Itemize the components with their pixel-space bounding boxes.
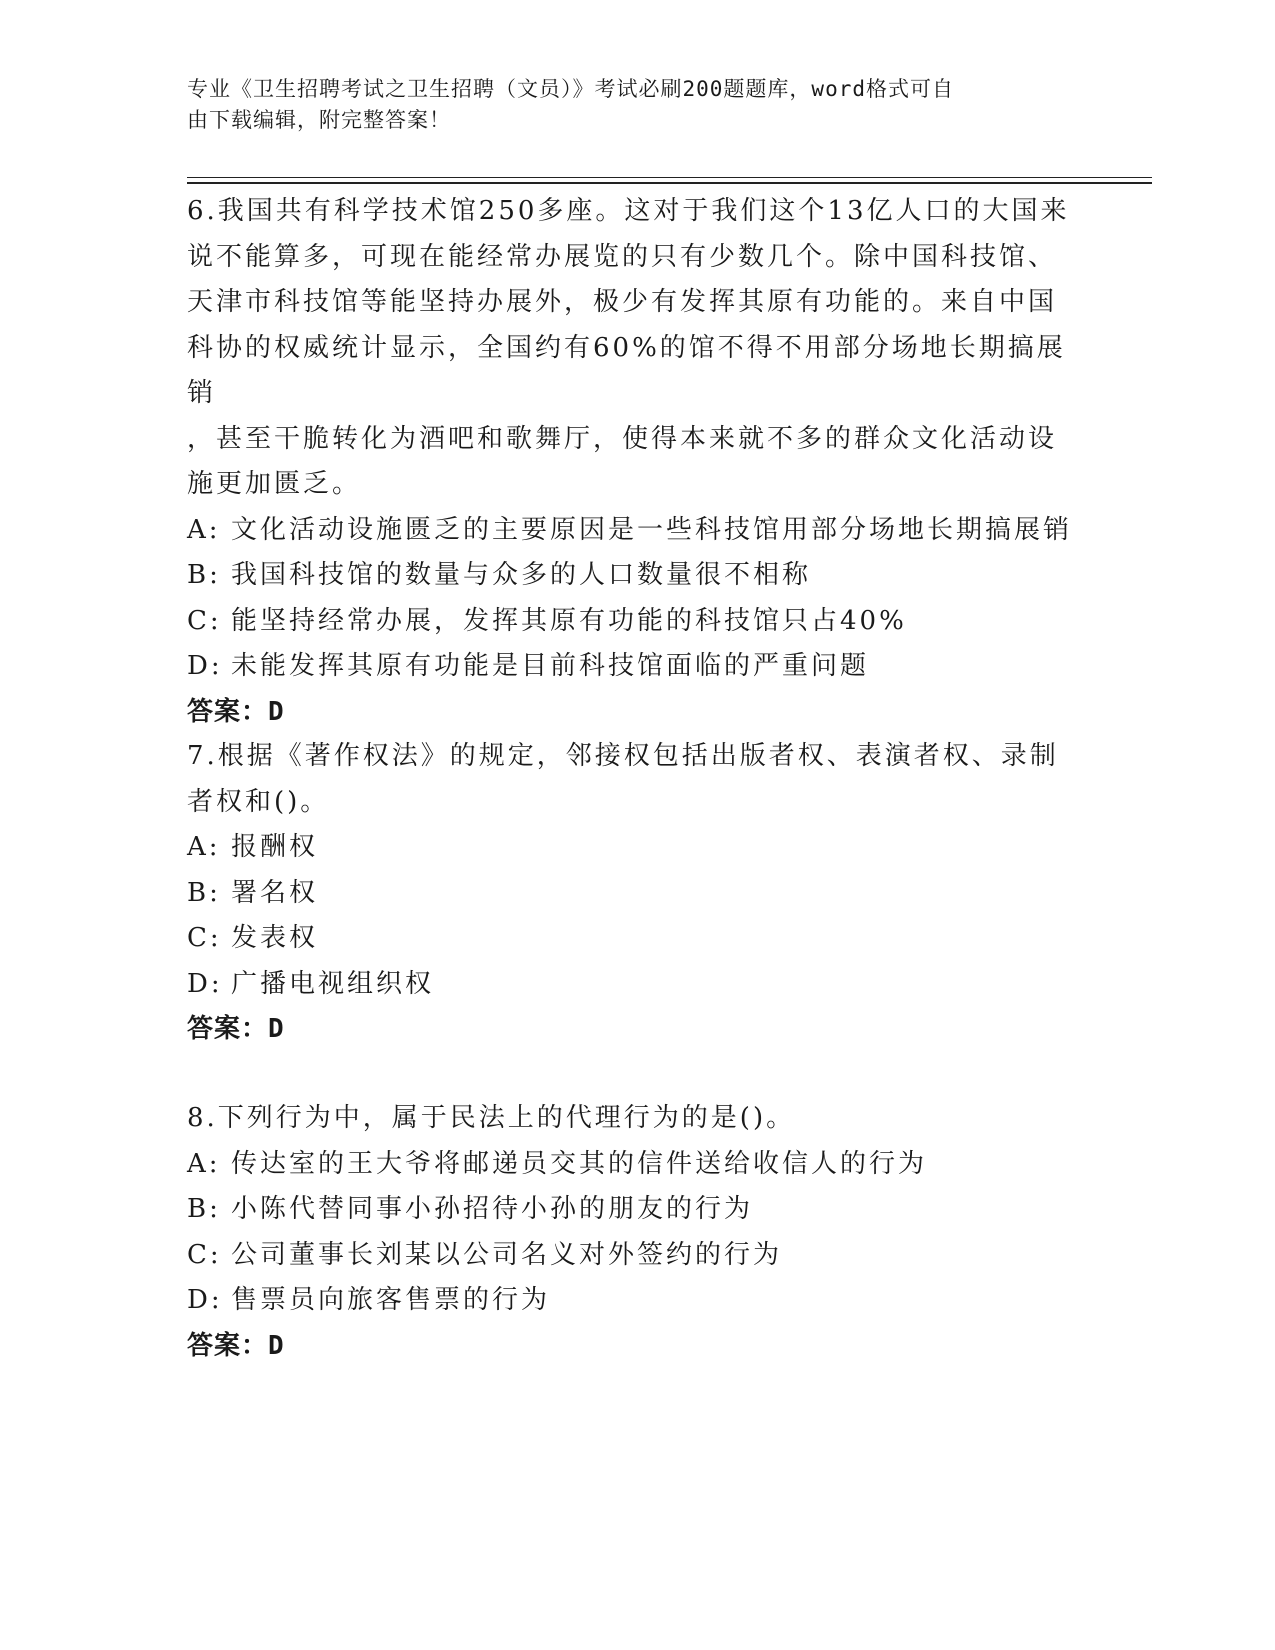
option-key: B: bbox=[187, 560, 221, 590]
option-c bbox=[187, 599, 1087, 645]
stem-line: 7.根据《著作权法》的规定，邻接权包括出版者权、表演者权、录制 bbox=[187, 741, 1059, 771]
option-text: 文化活动设施匮乏的主要原因是一些科技馆用部分场地长期搞展销 bbox=[231, 514, 1073, 545]
document-header bbox=[187, 74, 1067, 136]
header-divider-thick bbox=[187, 182, 1152, 184]
option-key: C: bbox=[187, 1239, 222, 1270]
stem-line: 6.我国共有科学技术馆250多座。这对于我们这个13亿人口的大国来 bbox=[187, 196, 1070, 226]
question-stem bbox=[187, 189, 1087, 508]
option-key: A: bbox=[187, 832, 221, 862]
option-text: 广播电视组织权 bbox=[231, 968, 435, 999]
header-line-1: 专业《卫生招聘考试之卫生招聘（文员）》考试必刷200题题库，word格式可自 bbox=[187, 77, 954, 101]
answer-line: 答案：D bbox=[187, 696, 285, 727]
option-key: B: bbox=[187, 1194, 221, 1224]
option-text: 售票员向旅客售票的行为 bbox=[231, 1285, 551, 1315]
question-block bbox=[187, 1096, 1087, 1369]
option-text: 传达室的王大爷将邮递员交其的信件送给收信人的行为 bbox=[231, 1148, 928, 1179]
option-d bbox=[187, 644, 1087, 690]
option-text: 报酬权 bbox=[231, 832, 319, 862]
option-a bbox=[187, 825, 1087, 871]
option-text: 署名权 bbox=[231, 877, 319, 908]
option-text: 发表权 bbox=[231, 923, 319, 953]
stem-line: 8.下列行为中，属于民法上的代理行为的是()。 bbox=[187, 1103, 796, 1133]
option-key: A: bbox=[187, 514, 221, 545]
option-a bbox=[187, 508, 1087, 554]
option-key: C: bbox=[187, 923, 222, 953]
stem-line: 施更加匮乏。 bbox=[187, 469, 362, 499]
option-b bbox=[187, 1187, 1087, 1233]
option-a bbox=[187, 1142, 1087, 1188]
option-key: C: bbox=[187, 605, 222, 636]
option-key: D: bbox=[187, 1285, 223, 1315]
option-key: D: bbox=[187, 968, 223, 999]
option-b bbox=[187, 871, 1087, 917]
option-c bbox=[187, 916, 1087, 962]
question-block bbox=[187, 734, 1087, 1053]
header-line-2: 由下载编辑，附完整答案！ bbox=[187, 108, 451, 132]
stem-line: 天津市科技馆等能坚持办展外，极少有发挥其原有功能的。来自中国 bbox=[187, 287, 1058, 317]
answer-line: 答案：D bbox=[187, 1014, 285, 1044]
stem-line: 者权和()。 bbox=[187, 786, 330, 817]
answer-line: 答案：D bbox=[187, 1330, 285, 1361]
option-c bbox=[187, 1233, 1087, 1279]
stem-line: ，甚至干脆转化为酒吧和歌舞厅，使得本来就不多的群众文化活动设 bbox=[187, 423, 1058, 454]
option-text: 公司董事长刘某以公司名义对外签约的行为 bbox=[231, 1239, 783, 1270]
option-text: 未能发挥其原有功能是目前科技馆面临的严重问题 bbox=[231, 651, 870, 681]
question-block bbox=[187, 189, 1087, 735]
option-key: D: bbox=[187, 651, 223, 681]
option-text: 能坚持经常办展，发挥其原有功能的科技馆只占40% bbox=[231, 605, 907, 636]
option-text: 我国科技馆的数量与众多的人口数量很不相称 bbox=[231, 560, 812, 590]
option-key: B: bbox=[187, 877, 221, 908]
option-key: A: bbox=[187, 1148, 221, 1179]
option-b bbox=[187, 553, 1087, 599]
option-d bbox=[187, 962, 1087, 1008]
stem-line: 科协的权威统计显示，全国约有60%的馆不得不用部分场地长期搞展销 bbox=[187, 332, 1066, 408]
question-stem bbox=[187, 1096, 1087, 1142]
stem-line: 说不能算多，可现在能经常办展览的只有少数几个。除中国科技馆、 bbox=[187, 241, 1058, 272]
header-divider-thin bbox=[187, 177, 1152, 178]
option-text: 小陈代替同事小孙招待小孙的朋友的行为 bbox=[231, 1194, 754, 1224]
question-stem bbox=[187, 734, 1087, 825]
option-d bbox=[187, 1278, 1087, 1324]
